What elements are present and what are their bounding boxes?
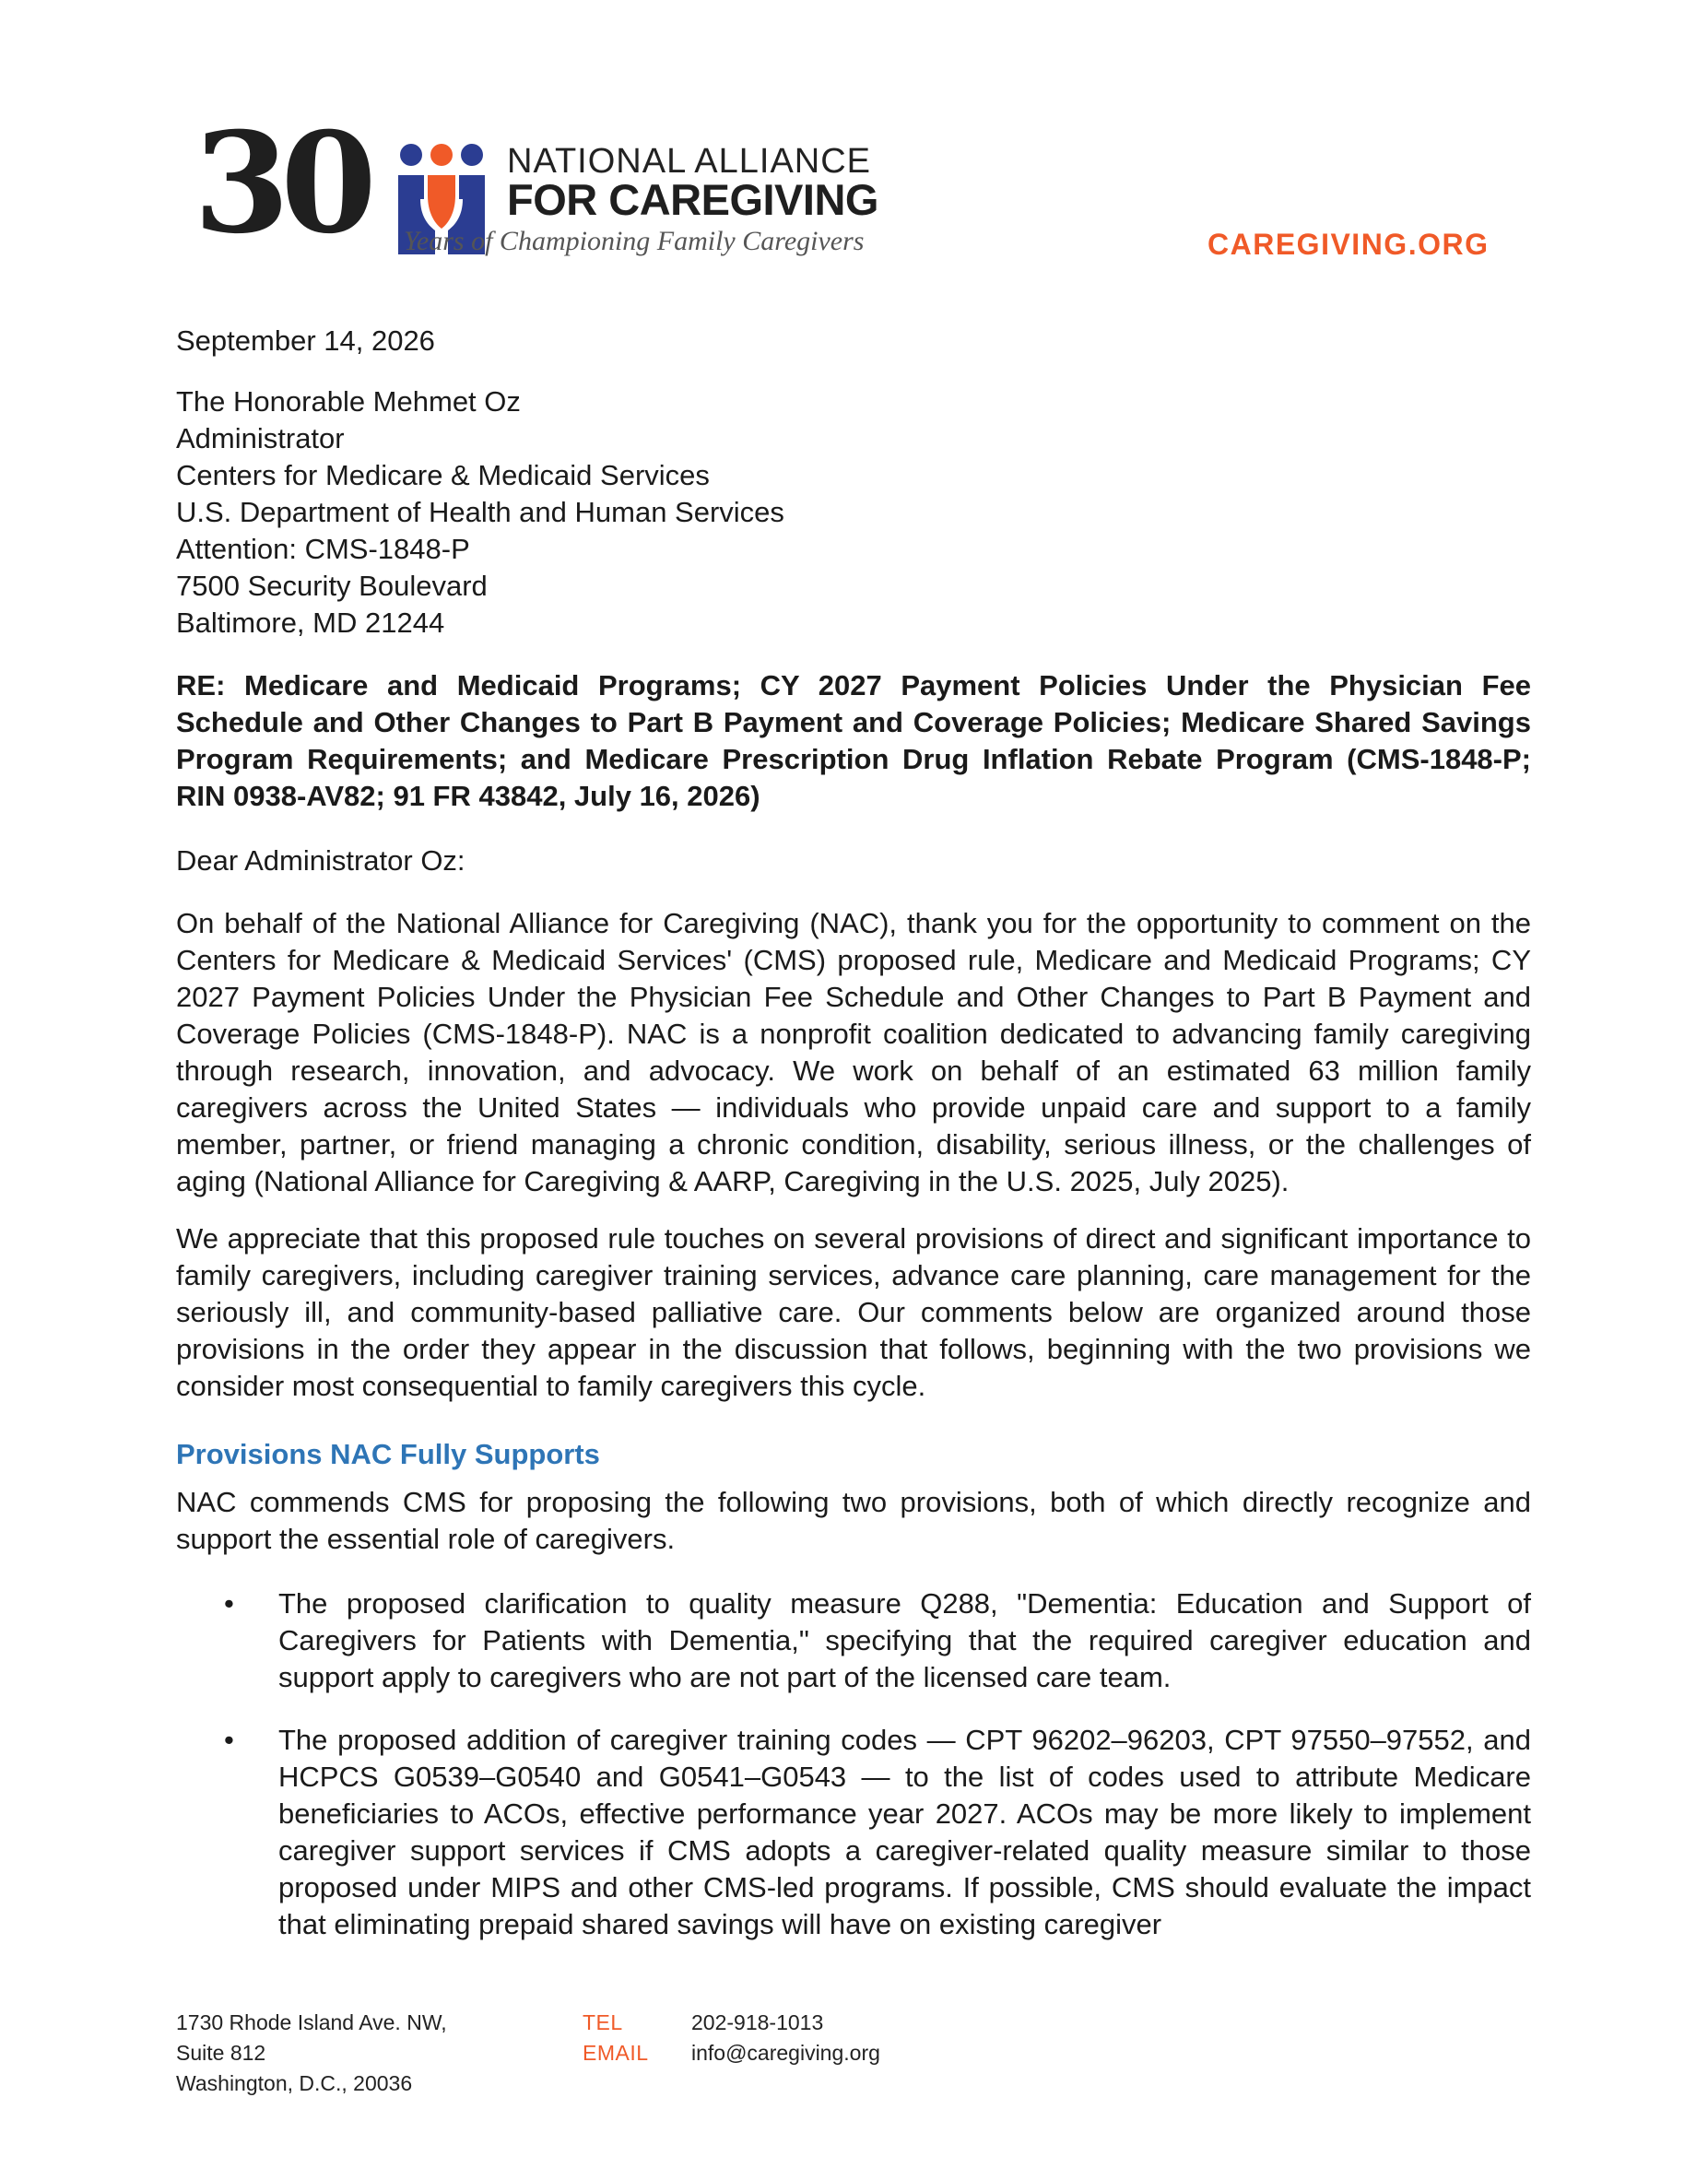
letter-body	[176, 323, 1531, 1969]
footer-address	[176, 2008, 447, 2099]
footer-contact	[583, 2008, 880, 2068]
email-label: EMAIL	[583, 2041, 649, 2065]
nac-logo	[194, 102, 913, 267]
addressee-department: U.S. Department of Health and Human Services	[176, 496, 784, 528]
bullet-icon: •	[224, 1587, 234, 1620]
list-item-text: The proposed clarification to quality measure Q288, "Dementia: Education and Support of Caregivers for Patients with Dementia," specifying that the required caregiver education and support apply to caregivers who are not part of the licensed care team.	[278, 1587, 1531, 1693]
tel-value[interactable]: 202-918-1013	[691, 2010, 824, 2034]
provisions-list	[176, 1585, 1531, 1943]
addressee-attention: Attention: CMS-1848-P	[176, 533, 470, 565]
list-item-text: The proposed addition of caregiver training codes — CPT 96202–96203, CPT 97550–97552, and HCPCS G0539–G0540 and G0541–G0543 — to the list of codes used to attribute Medicare beneficiaries to ACOs, effective performance year 2027. ACOs may be more likely to implement caregiver support services if CMS adopts a caregiver-related quality measure similar to those proposed under MIPS and other CMS-led programs. If possible, CMS should evaluate the impact that eliminating prepaid shared savings will have on existing caregiver	[278, 1724, 1531, 1940]
addressee-title: Administrator	[176, 422, 345, 454]
footer-suite: Suite 812	[176, 2041, 266, 2065]
website-link[interactable]: CAREGIVING.ORG	[1207, 228, 1490, 261]
addressee-street: 7500 Security Boulevard	[176, 570, 488, 602]
letter-date: September 14, 2026	[176, 324, 435, 357]
tel-row	[583, 2008, 880, 2038]
section-heading: Provisions NAC Fully Supports	[176, 1438, 600, 1470]
addressee-city: Baltimore, MD 21244	[176, 607, 445, 639]
re-line: RE: Medicare and Medicaid Programs; CY 2027 Payment Policies Under the Physician Fee Schedule and Other Changes to Part B Payment and Coverage Policies; Medicare Shared Savings Program Requirements; and Medicare Prescription Drug Inflation Rebate Program (CMS-1848-P; RIN 0938-AV82; 91 FR 43842, July 16, 2026)	[176, 669, 1531, 812]
addressee-name: The Honorable Mehmet Oz	[176, 385, 521, 418]
addressee-block	[176, 383, 1531, 642]
logo-name-line1: NATIONAL ALLIANCE	[507, 142, 872, 181]
paragraph-intro: On behalf of the National Alliance for Caregiving (NAC), thank you for the opportunity to comment on the Centers for Medicare & Medicaid Services' (CMS) proposed rule, Medicare and Medicaid Programs; CY 2027 Payment Policies Under the Physician Fee Schedule and Other Changes to Part B Payment and Coverage Policies (CMS-1848-P). NAC is a nonprofit coalition dedicated to advancing family caregiving through research, innovation, and advocacy. We work on behalf of an estimated 63 million family caregivers across the United States — individuals who provide unpaid care and support to a family member, partner, or friend managing a chronic condition, disability, serious illness, or the challenges of aging (National Alliance for Caregiving & AARP, Caregiving in the U.S. 2025, July 2025).	[176, 907, 1531, 1197]
addressee-agency: Centers for Medicare & Medicaid Services	[176, 459, 710, 491]
email-row	[583, 2038, 880, 2068]
email-value[interactable]: info@caregiving.org	[691, 2041, 880, 2065]
logo-30-years: 30	[194, 102, 368, 265]
section-intro: NAC commends CMS for proposing the following two provisions, both of which directly recognize and support the essential role of caregivers.	[176, 1486, 1531, 1555]
salutation: Dear Administrator Oz:	[176, 844, 465, 877]
logo-name-line2: FOR CAREGIVING	[507, 175, 878, 224]
list-item	[176, 1722, 1531, 1943]
footer-street: 1730 Rhode Island Ave. NW,	[176, 2010, 447, 2034]
paragraph-overview: We appreciate that this proposed rule touches on several provisions of direct and significant importance to family caregivers, including caregiver training services, advance care planning, care management for the seriously ill, and community-based palliative care. Our comments below are organized around those provisions in the order they appear in the discussion that follows, beginning with the two provisions we consider most consequential to family caregivers this cycle.	[176, 1222, 1531, 1402]
footer-city: Washington, D.C., 20036	[176, 2071, 413, 2095]
list-item	[176, 1585, 1531, 1696]
bullet-icon: •	[224, 1724, 234, 1756]
logo-tagline: Years of Championing Family Caregivers	[404, 226, 865, 256]
tel-label: TEL	[583, 2010, 623, 2034]
